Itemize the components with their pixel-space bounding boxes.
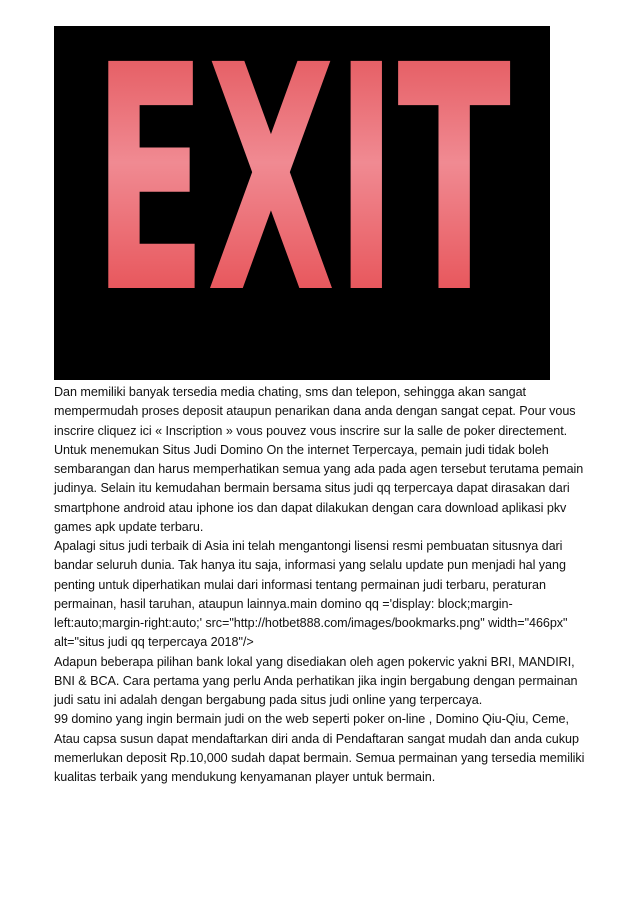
exit-sign-text: EXIT (93, 0, 512, 363)
paragraph: 99 domino yang ingin bermain judi on the web seperti poker on-line , Domino Qiu-Qiu, Ceme, Atau capsa susun dapat mendaftarkan diri anda di Pendaftaran sangat mudah dan anda cukup memerlukan deposit Rp.10,000 sudah dapat bermain. Semua permainan yang tersedia memiliki kualitas terbaik yang mendukung kenyamanan player untuk bermain. (54, 712, 585, 784)
article-body (54, 383, 588, 787)
paragraph: Adapun beberapa pilihan bank lokal yang disediakan oleh agen pokervic yakni BRI, MANDIRI, BNI & BCA. Cara pertama yang perlu Anda perhatikan jika ingin bergabung dengan permainan judi satu ini adalah dengan bergabung pada situs judi online yang terpercaya. (54, 654, 578, 707)
exit-sign-graphic (54, 0, 550, 380)
paragraph: Untuk menemukan Situs Judi Domino On the internet Terpercaya, pemain judi tidak boleh sembarangan dan harus memperhatikan semua yang ada pada agen tersebut terutama pemain judinya. Selain itu kemudahan bermain bersama situs judi qq terpercaya dapat dirasakan dari smartphone android atau iphone ios dan dapat dilakukan dengan cara download aplikasi pkv games apk update terbaru. (54, 442, 584, 534)
paragraph: Dan memiliki banyak tersedia media chating, sms dan telepon, sehingga akan sangat mempermudah proses deposit ataupun penarikan dana anda dengan sangat cepat. Pour vous inscrire cliquez ici « Inscription » vous pouvez vous inscrire sur la salle de poker directement. (54, 385, 576, 438)
paragraph: Apalagi situs judi terbaik di Asia ini telah mengantongi lisensi resmi pembuatan situsnya dari bandar seluruh dunia. Tak hanya itu saja, informasi yang selalu update pun menjadi hal yang penting untuk diperhatikan mulai dari informasi tentang permainan judi terbaru, peraturan permainan, hasil taruhan, ataupun lainnya.main domino qq ='display: block;margin-left:auto;margin-right:auto;' src="http://hotbet888.com/images/bookmarks.png" width="466px" alt="situs judi qq terpercaya 2018"/> (54, 539, 568, 650)
exit-sign-image (54, 0, 550, 380)
